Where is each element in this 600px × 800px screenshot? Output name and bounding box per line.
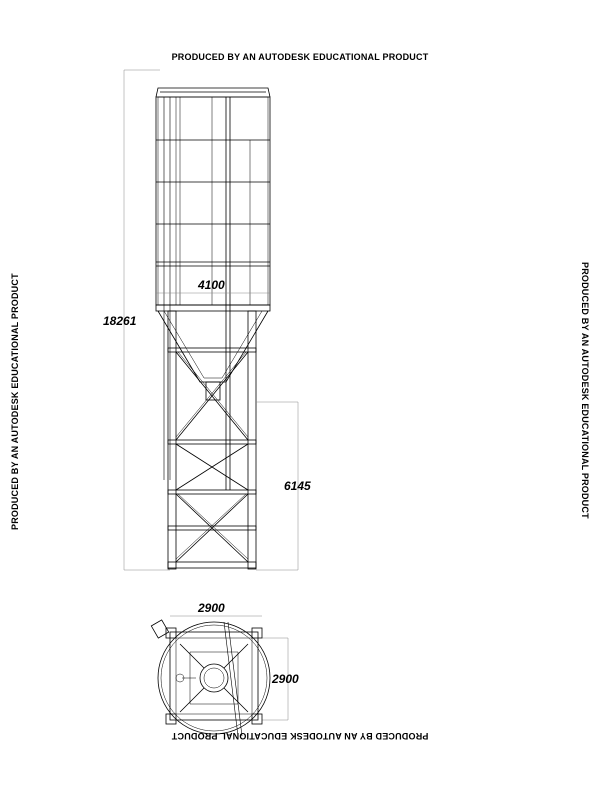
silo-elevation <box>156 88 270 569</box>
watermark-right: PRODUCED BY AN AUTODESK EDUCATIONAL PRODUCT <box>580 262 590 519</box>
watermark-bottom: PRODUCED BY AN AUTODESK EDUCATIONAL PRODUCT <box>171 731 429 741</box>
silo-plan <box>151 620 270 736</box>
dim-plan-width: 2900 <box>198 601 225 615</box>
dim-plan-depth: 2900 <box>272 672 299 686</box>
dim-overall-height: 18261 <box>103 314 137 328</box>
watermark-left: PRODUCED BY AN AUTODESK EDUCATIONAL PRODUCT <box>10 273 20 530</box>
watermark-top: PRODUCED BY AN AUTODESK EDUCATIONAL PRODUCT <box>171 52 429 62</box>
dim-support-height: 6145 <box>284 479 311 493</box>
dim-silo-diameter: 4100 <box>198 278 225 292</box>
